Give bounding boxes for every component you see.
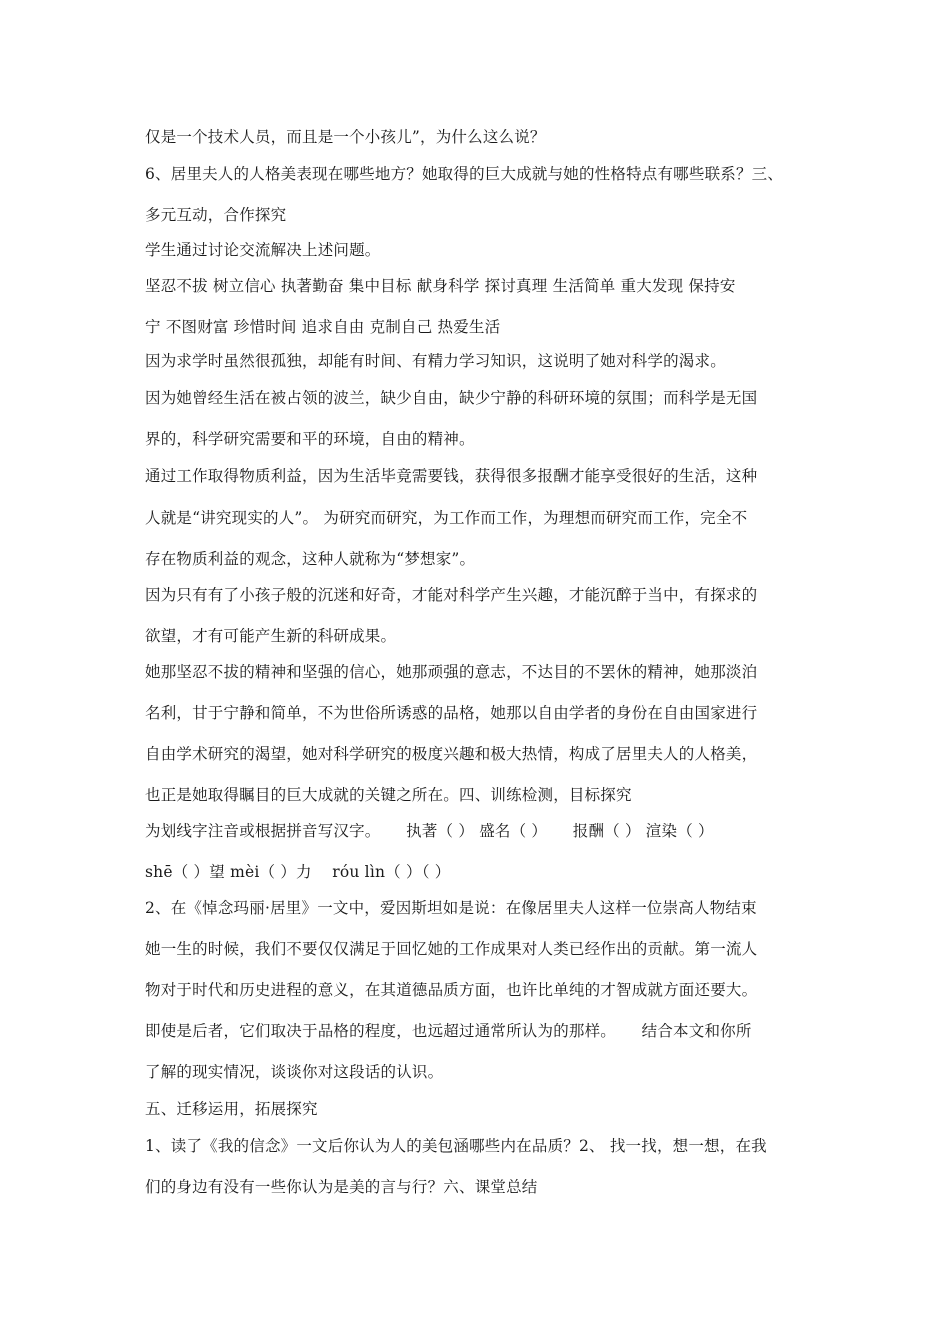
text-line: 五、迁移运用，拓展探究 <box>145 1100 318 1118</box>
text-line: 她那坚忍不拔的精神和坚强的信心，她那顽强的意志，不达目的不罢休的精神，她那淡泊 <box>145 663 758 681</box>
text-line: shē（ ）望 mèi（ ）力 róu lìn（ ）（ ） <box>145 863 451 881</box>
text-line: 多元互动，合作探究 <box>145 206 287 224</box>
text-line: 学生通过讨论交流解决上述问题。 <box>145 241 381 259</box>
text-line: 人就是“讲究现实的人”。 为研究而研究，为工作而工作，为理想而研究而工作，完全不 <box>145 509 748 527</box>
text-line: 了解的现实情况，谈谈你对这段话的认识。 <box>145 1063 444 1081</box>
text-line: 欲望，才有可能产生新的科研成果。 <box>145 627 397 645</box>
text-line: 自由学术研究的渴望，她对科学研究的极度兴趣和极大热情，构成了居里夫人的人格美， <box>145 745 758 763</box>
text-line: 2、在《悼念玛丽·居里》一文中，爱因斯坦如是说：在像居里夫人这样一位崇高人物结束 <box>145 899 757 917</box>
text-line: 界的，科学研究需要和平的环境，自由的精神。 <box>145 430 475 448</box>
text-line: 存在物质利益的观念，这种人就称为“梦想家”。 <box>145 550 476 568</box>
text-line: 因为她曾经生活在被占领的波兰，缺少自由，缺少宁静的科研环境的氛围；而科学是无国 <box>145 389 758 407</box>
text-line: 物对于时代和历史进程的意义，在其道德品质方面，也许比单纯的才智成就方面还要大。 <box>145 981 758 999</box>
text-line: 宁 不图财富 珍惜时间 追求自由 克制自己 热爱生活 <box>145 318 501 336</box>
text-line: 因为求学时虽然很孤独，却能有时间、有精力学习知识，这说明了她对科学的渴求。 <box>145 352 726 370</box>
text-line: 她一生的时候，我们不要仅仅满足于回忆她的工作成果对人类已经作出的贡献。第一流人 <box>145 940 758 958</box>
text-line: 6、居里夫人的人格美表现在哪些地方？她取得的巨大成就与她的性格特点有哪些联系？三、 <box>145 165 784 183</box>
text-line: 1、读了《我的信念》一文后你认为人的美包涵哪些内在品质？2、 找一找，想一想，在我 <box>145 1137 767 1155</box>
text-line: 即使是后者，它们取决于品格的程度，也远超过通常所认为的那样。 结合本文和你所 <box>145 1022 752 1040</box>
text-line: 也正是她取得瞩目的巨大成就的关键之所在。四、训练检测，目标探究 <box>145 786 632 804</box>
text-line: 为划线字注音或根据拼音写汉字。 执著（ ） 盛名（ ） 报酬（ ） 渲染（ ） <box>145 822 714 840</box>
text-line: 仅是一个技术人员，而且是一个小孩儿”，为什么这么说？ <box>145 128 546 146</box>
text-line: 们的身边有没有一些你认为是美的言与行？六、课堂总结 <box>145 1178 538 1196</box>
text-line: 因为只有有了小孩子般的沉迷和好奇，才能对科学产生兴趣，才能沉醉于当中，有探求的 <box>145 586 758 604</box>
text-line: 名利，甘于宁静和简单，不为世俗所诱惑的品格，她那以自由学者的身份在自由国家进行 <box>145 704 758 722</box>
text-line: 通过工作取得物质利益，因为生活毕竟需要钱，获得很多报酬才能享受很好的生活，这种 <box>145 467 758 485</box>
text-line: 坚忍不拔 树立信心 执著勤奋 集中目标 献身科学 探讨真理 生活简单 重大发现 保持安 <box>145 277 736 295</box>
